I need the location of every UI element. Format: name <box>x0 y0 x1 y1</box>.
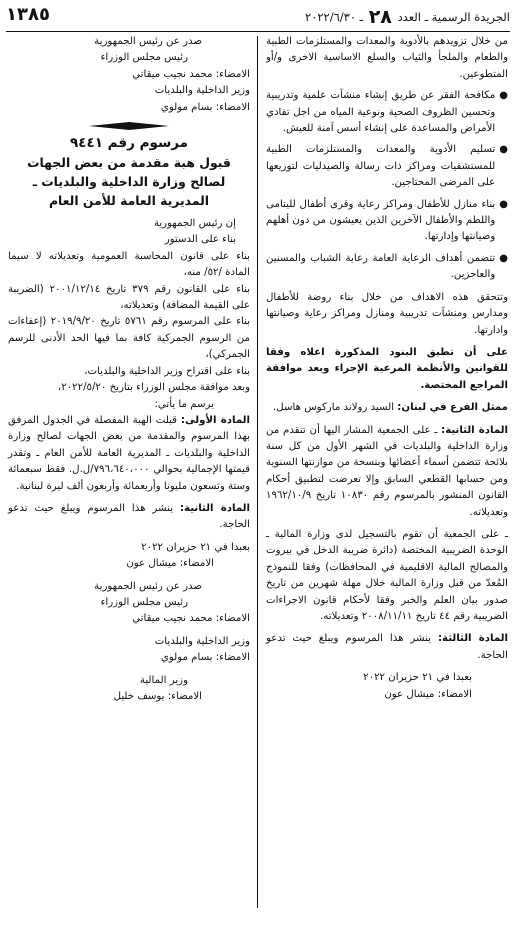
issued-by: صدر عن رئيس الجمهورية <box>94 580 202 592</box>
finance-minister-title: وزير المالية <box>139 674 188 686</box>
article-label: المادة الثانية: <box>179 502 250 514</box>
preamble-line: إن رئيس الجمهورية <box>153 218 236 230</box>
preamble-line: وبعد موافقة مجلس الوزراء بتاريخ ٢٠٢٢/٥/٢٠، <box>57 382 250 394</box>
decree-subject-1: قبول هبة مقدمة من بعض الجهات <box>27 155 231 171</box>
bullet-icon: ● <box>499 144 508 156</box>
preamble-line: بناء على المرسوم رقم ٥٧٦١ تاريخ ٢٠١٩/٩/٢٠ (إعفاءات من الرسوم الجمركية كافة بما فيها الحد الأدنى للرسم الجمركي)، <box>8 316 250 361</box>
page-number: ١٣٨٥ <box>6 4 50 25</box>
date-line: بعبدا في ٢١ حزيران ٢٠٢٢ <box>141 541 250 553</box>
date-line: بعبدا في ٢١ حزيران ٢٠٢٢ <box>363 672 472 684</box>
bullet-item <box>266 251 508 284</box>
decrees-line: يرسم ما يأتي: <box>154 398 214 410</box>
article-text: ـ على الجمعية المشار اليها أن تتقدم من وزارة الداخلية والبلديات في الشهر الأول من كل سنة بلائحة تتضمن أسماء أعضائها وبنسخة من موازنتها السنوية ومن حسابها القطعي السابق وإلا تعرضت لتطبيق أحكام القانون المنشور بالمرسوم رقم ١٠٨٣٠ تاريخ ١٩٦٢/١٠/٩ وتعديلاته. <box>266 424 509 518</box>
decree-subject-3: المديرية العامة للأمن العام <box>48 193 210 209</box>
article-text: قبلت الهبة المفصلة في الجدول المرفق بهذا المرسوم والمقدمة من بعض الجهات لصالح وزارة الداخلية والبلديات ـ المديرية العامة للأمن العام ـ وتقدر قيمتها الإجمالية بحوالي ٧٩٦،٦٤٠،٠٠٠/ل.ل. فقط سبعمائة وستة وتسعون مليونا وأربعمائة وأربعون ألف ليرة لبنانية. <box>8 414 250 492</box>
article-text: ينشر هذا المرسوم ويبلغ حيث تدعو الحاجة. <box>8 502 250 531</box>
bullet-item <box>266 88 508 137</box>
bullet-icon: ● <box>499 198 508 210</box>
article-label: المادة الثانية: <box>441 424 508 436</box>
representative-name: السيد رولاند ماركوس هاسل. <box>273 402 395 414</box>
representative-line <box>266 400 508 416</box>
article-text: ينشر هذا المرسوم ويبلغ حيث تدعو الحاجة. <box>266 633 508 661</box>
preamble <box>8 216 250 396</box>
bullet-text: تسليم الأدوية والمعدات والمستلزمات الطبية للمستشفيات ومراكز ذات رسالة والصيدليات لتوزيعها على المرضى المحتاجين. <box>266 144 496 189</box>
page-header <box>6 4 510 28</box>
bullet-icon: ● <box>499 252 508 264</box>
article-3 <box>266 631 508 664</box>
pm-signature: الامضاء: محمد نجيب ميقاتي <box>132 613 250 625</box>
pm-title: رئيس مجلس الوزراء <box>100 596 188 608</box>
minister-title: وزير الداخلية والبلديات <box>154 635 250 647</box>
bullet-text: بناء منازل للأطفال ومراكز رعاية وقرى أطفال لليتامى واللطم والأطفال الآخرين الذين يعيشون من دون أهلهم وصيانتها وإدارتها. <box>266 198 496 243</box>
issue-number: ٢٨ <box>368 6 392 28</box>
issued-by: صدر عن رئيس الجمهورية <box>94 36 202 47</box>
header-rule <box>6 31 510 32</box>
preamble-line: بناء على القانون رقم ٣٧٩ تاريخ ٢٠٠١/١٢/١٤ (الضريبة على القيمة المضافة) وتعديلاته، <box>8 283 250 312</box>
conditions-paragraph: على أن تطبق البنود المذكورة اعلاه وفقا للقوانين والأنظمة المرعية الإجراء وبعد موافقة المراجع المختصة. <box>266 346 508 391</box>
paragraph: من خلال تزويدهم بالأدوية والمعدات والمستلزمات الطبية والطعام والملجأ والثياب والسلع الاساسية الاخرى و/أو المتطوعين. <box>266 36 508 80</box>
article-1 <box>8 413 250 495</box>
article-2 <box>266 423 508 521</box>
decree-subject-2: لصالح وزارة الداخلية والبلديات ـ <box>32 174 226 190</box>
section-divider <box>89 122 169 130</box>
minister-title: وزير الداخلية والبلديات <box>154 85 250 97</box>
left-column <box>8 34 250 705</box>
paragraph: وتتحقق هذه الاهداف من خلال بناء روضة للأطفال ومدارس ومنشآت تدريبية ومنازل ومراكز رعاية وصيانتها وادارتها. <box>266 291 508 336</box>
article-label: المادة الثالثة: <box>437 633 508 645</box>
finance-minister-signature: الامضاء: يوسف خليل <box>113 691 202 702</box>
preamble-line: بناء على الدستور <box>164 234 236 246</box>
bullet-item <box>266 142 508 191</box>
decree-title: مرسوم رقم ٩٤٤١ <box>70 135 188 152</box>
issue-date: ـ ٢٠٢٢/٦/٣٠ <box>305 10 364 24</box>
pm-signature: الامضاء: محمد نجيب ميقاتي <box>132 68 250 80</box>
preamble-line: بناء على اقتراح وزير الداخلية والبلديات، <box>84 365 250 377</box>
pm-title: رئيس مجلس الوزراء <box>100 52 188 64</box>
president-signature: الامضاء: ميشال عون <box>384 688 472 700</box>
minister-signature: الامضاء: بسام مولوي <box>160 652 250 664</box>
issue-line <box>305 6 510 28</box>
preamble-line: بناء على قانون المحاسبة العمومية وتعديلاته لا سيما المادة /٥٢/ منه، <box>8 250 250 279</box>
column-divider <box>257 36 258 908</box>
article-label: المادة الأولى: <box>180 414 250 426</box>
article-2-clause-b: ـ على الجمعية أن تقوم بالتسجيل لدى وزارة المالية ـ الوحدة الضريبية المختصة (دائرة ضريبة الدخل في بيروت والمصالح المالية الاقليمية في المحافظات) وفقا للنموذج المُعدّ من قبل وزارة المالية خلال مهلة شهرين من تاريخ صدور بيان العلم والخبر وفقا لأحكام قانون الاجراءات الضريبية رقم ٤٤ تاريخ ٢٠٠٨/١١/١١ وتعديلاته. <box>266 528 508 622</box>
president-signature: الامضاء: ميشال عون <box>126 558 214 570</box>
bullet-icon: ● <box>499 90 508 102</box>
representative-label: ممثل الفرع في لبنان: <box>397 402 508 414</box>
article-2 <box>8 501 250 534</box>
minister-signature: الامضاء: بسام مولوي <box>160 101 250 113</box>
publication-name: الجريدة الرسمية ـ العدد <box>397 10 510 24</box>
bullet-text: مكافحة الفقر عن طريق إنشاء منشآت علمية وتدريبية وتحسين الظروف الصحية ونوعية المياه من اجل تفادي الأمراض والمساعدة على إنشاء أسس آمنة للعيش. <box>266 90 496 135</box>
bullet-item <box>266 197 508 246</box>
right-column <box>266 34 508 703</box>
bullet-text: تتضمن أهداف الرعاية العامة رعاية الشباب والمسنين والعاجزين. <box>266 252 496 281</box>
